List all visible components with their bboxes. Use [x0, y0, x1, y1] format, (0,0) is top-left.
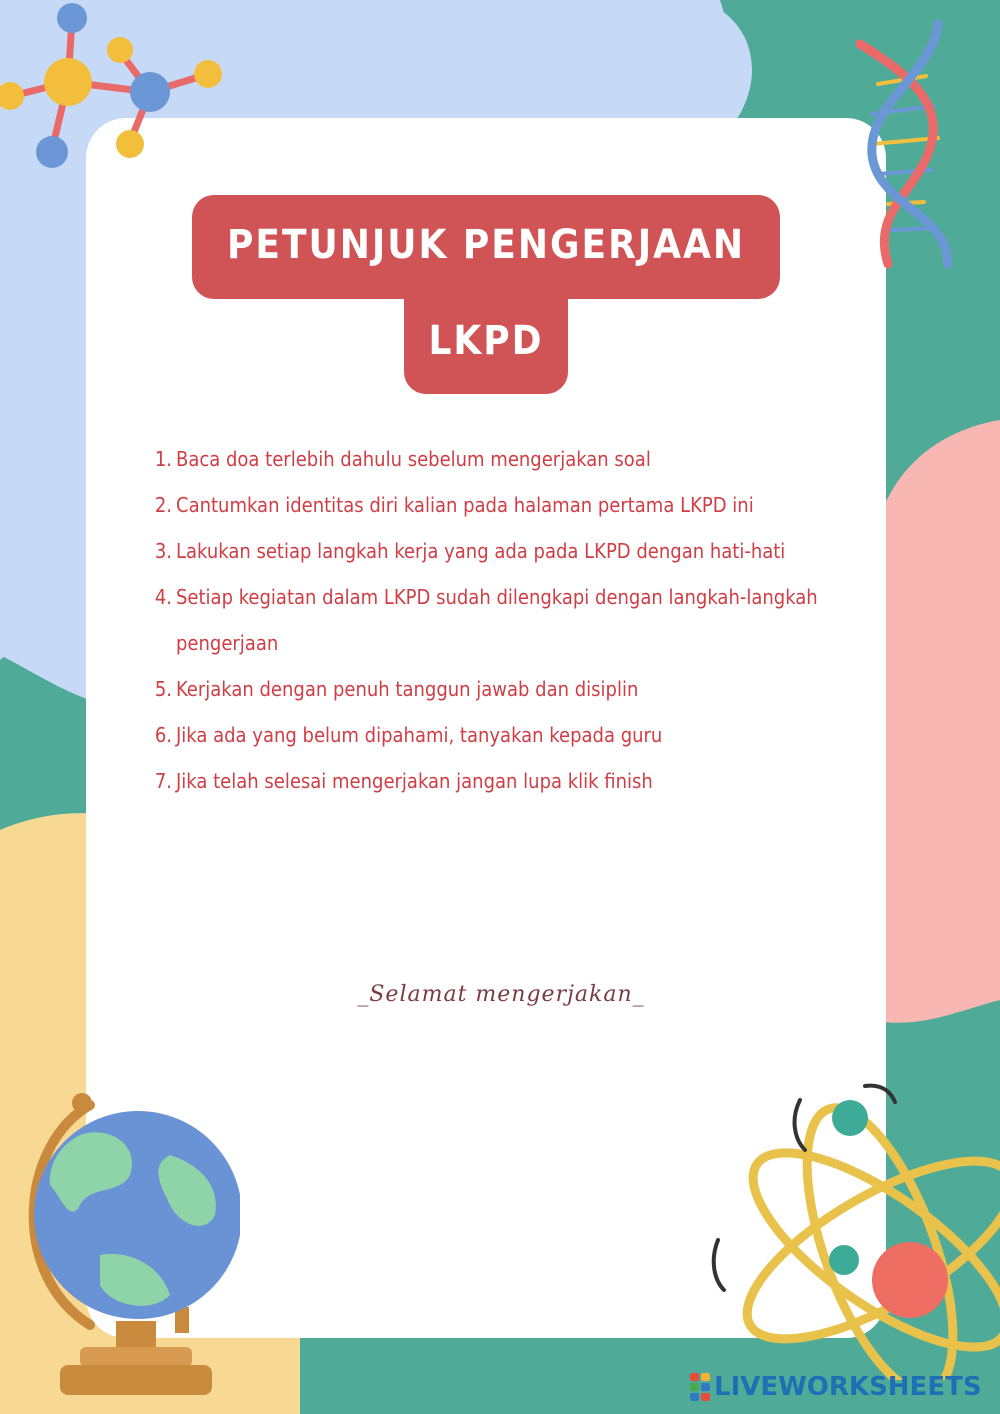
list-item [140, 712, 860, 758]
step-text: Setiap kegiatan dalam LKPD sudah dilengkapi dengan langkah-langkah pengerjaan [176, 585, 818, 655]
step-number: 6. [154, 723, 172, 747]
step-text: Jika telah selesai mengerjakan jangan lupa klik finish [176, 769, 653, 793]
dna-icon [848, 14, 968, 274]
page-title-line2: LKPD [428, 318, 544, 364]
list-item [140, 758, 860, 804]
step-text: Kerjakan dengan penuh tanggun jawab dan disiplin [176, 677, 639, 701]
step-text: Lakukan setiap langkah kerja yang ada pada LKPD dengan hati-hati [176, 539, 786, 563]
bg-pink-blob [870, 420, 1000, 1023]
list-item [140, 528, 860, 574]
step-number: 3. [154, 539, 172, 563]
step-text: Jika ada yang belum dipahami, tanyakan kepada guru [176, 723, 663, 747]
globe-icon [20, 1085, 240, 1405]
list-item [140, 666, 860, 712]
step-text: Cantumkan identitas diri kalian pada halaman pertama LKPD ini [176, 493, 754, 517]
step-number: 7. [154, 769, 172, 793]
liveworksheets-logo [690, 1372, 982, 1402]
list-item [140, 482, 860, 528]
logo-text: LIVEWORKSHEETS [714, 1372, 982, 1402]
step-number: 1. [154, 447, 172, 471]
step-number: 5. [154, 677, 172, 701]
closing-message: _Selamat mengerjakan_ [357, 982, 645, 1007]
logo-icon [690, 1373, 710, 1401]
atom-icon [700, 1080, 1000, 1380]
step-text: Baca doa terlebih dahulu sebelum mengerjakan soal [176, 447, 651, 471]
list-item [140, 436, 860, 482]
list-item [140, 574, 860, 666]
page-title-line1: PETUNJUK PENGERJAAN [227, 222, 745, 268]
instruction-list [140, 436, 860, 804]
step-number: 2. [154, 493, 172, 517]
step-number: 4. [154, 585, 172, 609]
molecule-icon [0, 0, 240, 190]
